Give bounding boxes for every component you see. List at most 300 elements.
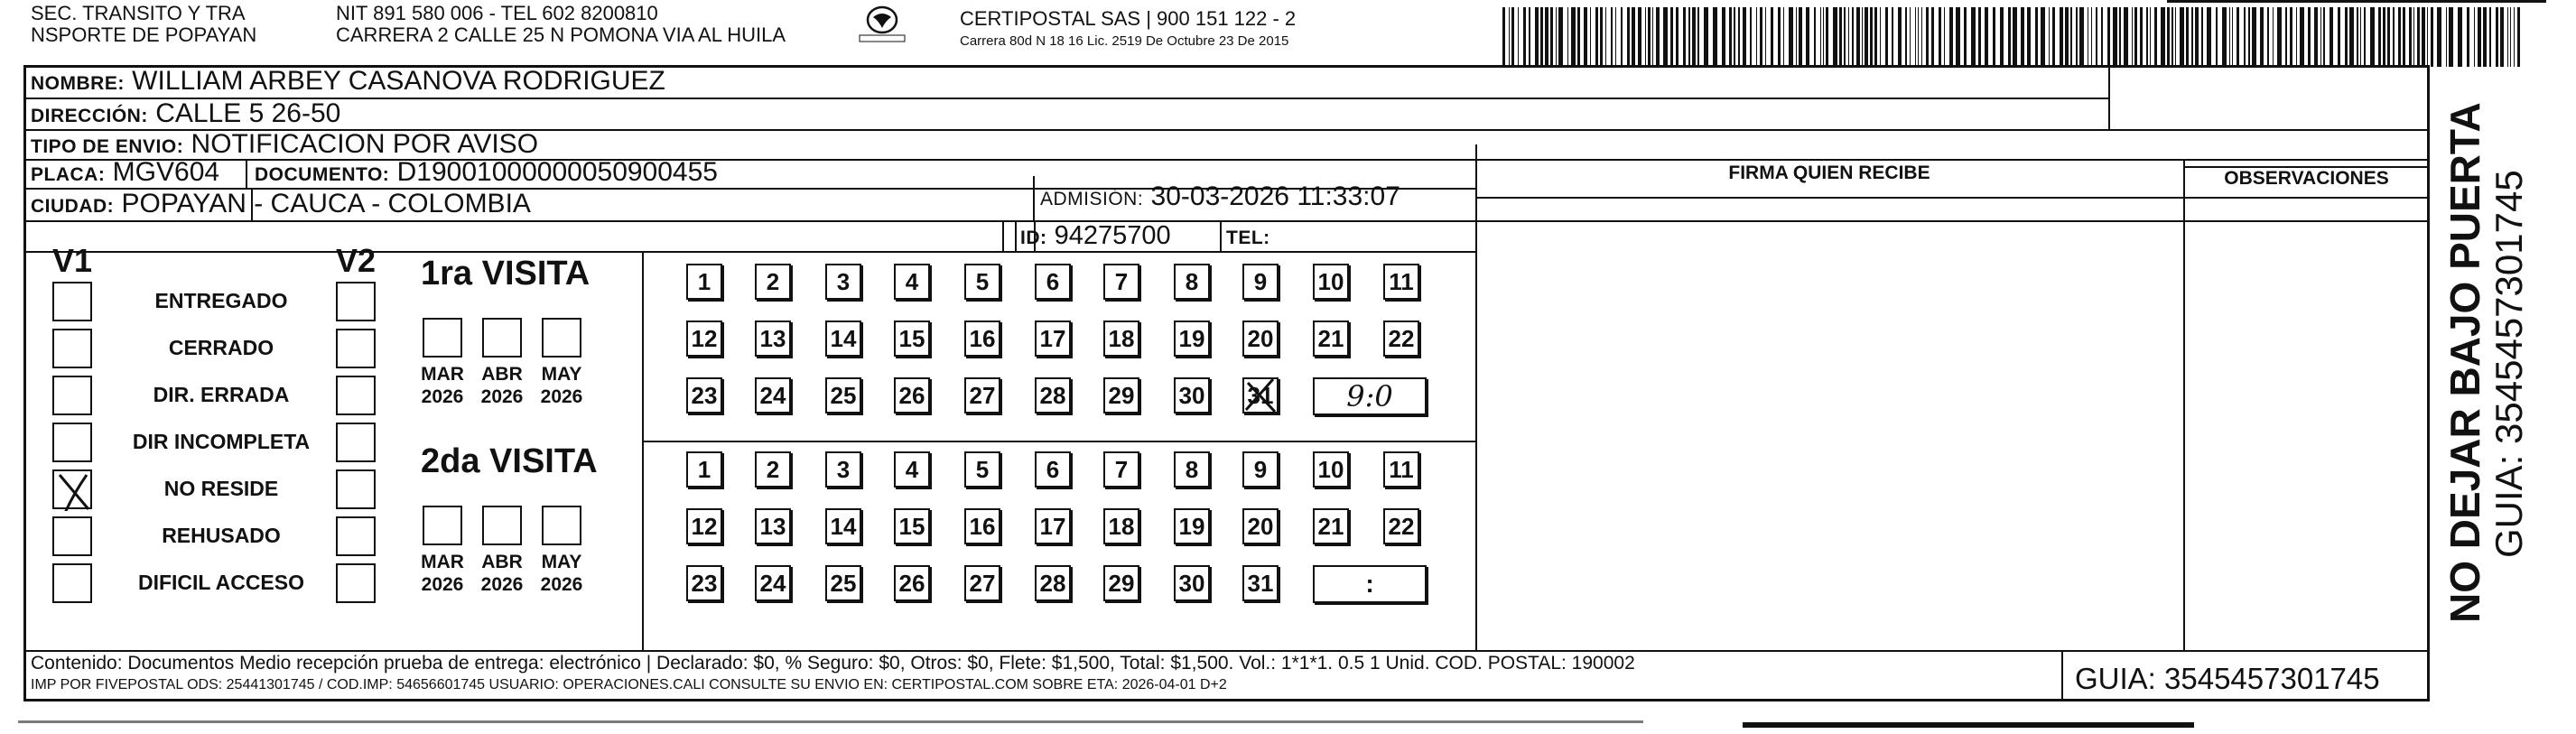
barcode-bar [2244, 7, 2246, 67]
barcode-bar [1852, 7, 1854, 67]
day-box[interactable]: 7 [1103, 451, 1139, 488]
barcode-bar [2517, 7, 2520, 67]
barcode-bar [2248, 7, 2250, 67]
barcode-bar [1898, 7, 1902, 67]
barcode-bar [1676, 7, 1679, 67]
barcode-bar [1874, 7, 1877, 67]
barcode-bar [2478, 7, 2481, 67]
direccion-key: DIRECCIÓN: [31, 106, 148, 126]
day-box[interactable]: 13 [755, 321, 791, 357]
barcode-bar [2260, 7, 2264, 67]
barcode-bar [2140, 7, 2143, 67]
barcode-bar [2500, 7, 2504, 67]
barcode-bar [2290, 7, 2292, 67]
barcode-bar [1713, 7, 1717, 67]
barcode-bar [1921, 7, 1922, 67]
barcode-bar [1663, 7, 1668, 67]
barcode-bar [2496, 7, 2498, 67]
day-box[interactable]: 22 [1383, 508, 1419, 544]
barcode-bar [2060, 7, 2063, 67]
barcode-bar [2096, 7, 2097, 67]
v2-header: V2 [336, 242, 377, 279]
placa-value: MGV604 [112, 157, 220, 187]
day-box[interactable]: 25 [825, 565, 861, 601]
day-box[interactable]: 27 [964, 565, 1000, 601]
barcode-bar [1729, 7, 1732, 67]
barcode-bar [1722, 7, 1725, 67]
barcode-bar [2154, 7, 2157, 67]
barcode-bar [1978, 7, 1981, 67]
day-box[interactable]: 19 [1174, 508, 1210, 544]
barcode-bar [1939, 7, 1941, 67]
visit-title: 1ra VISITA [421, 255, 591, 293]
barcode-bar [1611, 7, 1613, 67]
barcode-bar [1856, 7, 1860, 67]
month-checkbox[interactable] [542, 506, 581, 545]
day-box[interactable]: 11 [1383, 451, 1419, 488]
barcode-bar [2320, 7, 2321, 67]
day-box[interactable]: 9 [1242, 264, 1279, 300]
day-box[interactable]: 28 [1035, 565, 1071, 601]
barcode-bar [1584, 7, 1587, 67]
barcode-bar [1915, 7, 1916, 67]
day-box[interactable]: 16 [964, 508, 1000, 544]
status-label: CERRADO [168, 336, 274, 359]
barcode-bar [1615, 7, 1616, 67]
barcode-bar [2076, 7, 2078, 67]
v1-checkbox[interactable] [52, 563, 92, 603]
sender-nit: NIT 891 580 006 - TEL 602 8200810 [336, 2, 658, 24]
day-box[interactable]: 14 [825, 321, 861, 357]
barcode-bar [1535, 7, 1539, 67]
day-box[interactable]: 29 [1103, 565, 1139, 601]
barcode-bar [2507, 7, 2508, 67]
day-box[interactable]: 28 [1035, 377, 1071, 413]
observaciones-header: OBSERVACIONES [2224, 168, 2389, 189]
day-box[interactable]: 3 [825, 451, 861, 488]
day-box[interactable]: 10 [1313, 264, 1349, 300]
barcode-bar [2000, 7, 2004, 67]
barcode-bar [2167, 7, 2170, 67]
month-year: 2026 [540, 574, 583, 595]
day-box[interactable]: 26 [894, 565, 930, 601]
barcode-bar [2049, 7, 2050, 67]
barcode-bar [2065, 7, 2069, 67]
barcode-bar [2119, 7, 2121, 67]
barcode-bar [1789, 7, 1793, 67]
contenido-line: Contenido: Documentos Medio recepción prueba de entrega: electrónico | Declarado: $0, % Seguro: $0, Otros: $0, Flete: $1,500, Total: $1,500. Vol.: 1*1*1. 0.5 1 Unid. COD. POSTAL: 190002 [31, 653, 1635, 674]
barcode-bar [1511, 7, 1514, 67]
documento-field [255, 156, 718, 191]
certipostal-logo [856, 2, 908, 45]
barcode-bar [2146, 7, 2148, 67]
barcode-bar [1692, 7, 1696, 67]
barcode-bar [1529, 7, 1530, 67]
documento-value: D19001000000050900455 [396, 157, 718, 187]
barcode-bar [2180, 7, 2184, 67]
day-box[interactable]: 22 [1383, 321, 1419, 357]
nombre-field [31, 65, 665, 100]
status-label: NO RESIDE [163, 477, 279, 500]
day-box[interactable]: 9 [1242, 451, 1279, 488]
barcode-bar [2422, 7, 2425, 67]
month-name: MAY [541, 552, 582, 572]
direccion-value: CALLE 5 26-50 [155, 98, 341, 128]
barcode-bar [2216, 7, 2218, 67]
barcode-bar [2252, 7, 2256, 67]
barcode-bar [2489, 7, 2491, 67]
day-box[interactable]: 24 [755, 377, 791, 413]
barcode-bar [1848, 7, 1849, 67]
barcode-bar [1556, 7, 1557, 67]
barcode-bar [1648, 7, 1651, 67]
barcode-bar [2052, 7, 2055, 67]
day-box[interactable]: 15 [894, 321, 930, 357]
day-box[interactable]: 1 [686, 264, 722, 300]
month-label [415, 363, 470, 408]
month-label [475, 363, 529, 408]
barcode-bar [1502, 7, 1505, 67]
status-label: DIR INCOMPLETA [132, 430, 311, 453]
barcode-bar [2514, 7, 2515, 67]
barcode-bar [1550, 7, 1553, 67]
day-box[interactable]: 30 [1174, 565, 1210, 601]
day-box[interactable]: 21 [1313, 321, 1349, 357]
day-box[interactable]: 23 [686, 377, 722, 413]
barcode-bar [2277, 7, 2282, 67]
barcode-bar [1688, 7, 1690, 67]
barcode-bar [1885, 7, 1888, 67]
barcode-bar [1765, 7, 1766, 67]
day-box[interactable]: 2 [755, 451, 791, 488]
guia-side: GUIA: 3545457301745 [2488, 170, 2530, 558]
barcode-bar [1778, 7, 1781, 67]
bottom-edge-left [18, 720, 1643, 723]
barcode-bar [1645, 7, 1646, 67]
month-year: 2026 [540, 386, 583, 407]
id-value: 94275700 [1054, 221, 1171, 250]
barcode-bar [2296, 7, 2297, 67]
status-label: ENTREGADO [154, 289, 288, 312]
barcode-bar [2474, 7, 2475, 67]
barcode-bar [1571, 7, 1576, 67]
barcode-bar [1844, 7, 1846, 67]
barcode-bar [2308, 7, 2311, 67]
day-box[interactable]: 13 [755, 508, 791, 544]
v2-checkbox[interactable] [336, 282, 376, 321]
status-label: DIFICIL ACCESO [137, 571, 304, 594]
barcode-bar [1823, 7, 1824, 67]
day-box[interactable]: 15 [894, 508, 930, 544]
barcode-bar [1509, 7, 1510, 67]
v2-checkbox[interactable] [336, 516, 376, 556]
barcode-bar [2458, 7, 2462, 67]
barcode-bar [1799, 7, 1802, 67]
barcode-bar [2186, 7, 2189, 67]
barcode-bar [2393, 7, 2395, 67]
barcode-bar [1756, 7, 1757, 67]
status-label: DIR. ERRADA [153, 383, 290, 406]
placa-key: PLACA: [31, 164, 106, 185]
barcode-bar [1743, 7, 1746, 67]
v2-checkbox[interactable] [336, 423, 376, 462]
v1-checkbox[interactable] [52, 469, 92, 509]
barcode-bar [2387, 7, 2390, 67]
barcode-bar [1750, 7, 1752, 67]
ciudad-value: POPAYAN - CAUCA - COLOMBIA [121, 189, 531, 218]
barcode-bar [1880, 7, 1881, 67]
barcode-bar [1545, 7, 1548, 67]
day-box[interactable]: 17 [1035, 321, 1071, 357]
v1-checkbox[interactable] [52, 516, 92, 556]
day-box[interactable]: 4 [894, 264, 930, 300]
v1-checkbox[interactable] [52, 329, 92, 368]
barcode-bar [1949, 7, 1953, 67]
barcode-bar [2101, 7, 2103, 67]
day-box[interactable]: 29 [1103, 377, 1139, 413]
barcode-bar [2021, 7, 2024, 67]
top-edge-mark [2167, 0, 2546, 3]
firma-quien-recibe-header: FIRMA QUIEN RECIBE [1728, 163, 1930, 183]
day-box[interactable]: 10 [1313, 451, 1349, 488]
bottom-edge-right [1743, 722, 2194, 728]
day-box[interactable]: 12 [686, 321, 722, 357]
barcode-bar [1760, 7, 1762, 67]
month-year: 2026 [480, 386, 524, 407]
v1-checkbox[interactable] [52, 282, 92, 321]
day-box[interactable]: 11 [1383, 264, 1419, 300]
barcode-bar [1820, 7, 1821, 67]
barcode-bar [1734, 7, 1735, 67]
day-box[interactable]: 31 [1242, 565, 1279, 601]
barcode-bar [1670, 7, 1673, 67]
barcode-bar [2070, 7, 2072, 67]
day-box[interactable]: 19 [1174, 321, 1210, 357]
barcode-bar [1683, 7, 1686, 67]
placa-field [31, 156, 219, 191]
barcode-bar [1783, 7, 1784, 67]
barcode-bar [1697, 7, 1699, 67]
day-box[interactable]: 6 [1035, 264, 1071, 300]
day-box[interactable]: 8 [1174, 451, 1210, 488]
day-box[interactable]: 24 [755, 565, 791, 601]
barcode-bar [2483, 7, 2487, 67]
month-name: MAY [541, 364, 582, 385]
barcode-bar [2222, 7, 2227, 67]
barcode-bar [1910, 7, 1911, 67]
barcode-bar [1985, 7, 1988, 67]
tipo-envio-key: TIPO DE ENVIO: [31, 136, 184, 157]
month-checkbox[interactable] [482, 318, 522, 358]
day-box[interactable]: 3 [825, 264, 861, 300]
month-checkbox[interactable] [423, 506, 462, 545]
month-year: 2026 [421, 574, 464, 595]
barcode-bar [2437, 7, 2441, 67]
visit-time-box[interactable]: : [1313, 565, 1427, 603]
barcode-bar [2091, 7, 2092, 67]
barcode-bar [1567, 7, 1568, 67]
documento-key: DOCUMENTO: [255, 164, 390, 185]
visit-title: 2da VISITA [421, 442, 598, 480]
barcode-bar [1627, 7, 1630, 67]
barcode-bar [1704, 7, 1708, 67]
barcode-bar [2338, 7, 2340, 67]
ciudad-key: CIUDAD: [31, 196, 115, 217]
barcode-bar [1595, 7, 1598, 67]
barcode-bar [2008, 7, 2011, 67]
barcode-bar [2467, 7, 2469, 67]
barcode-bar [1918, 7, 1919, 67]
month-name: ABR [481, 552, 523, 572]
day-box[interactable]: 30 [1174, 377, 1210, 413]
tel-key: TEL: [1226, 228, 1270, 248]
day-box[interactable]: 20 [1242, 508, 1279, 544]
barcode-bar [2013, 7, 2017, 67]
status-label: REHUSADO [162, 524, 281, 547]
barcode-bar [1796, 7, 1797, 67]
month-label [475, 551, 529, 596]
sender-address: CARRERA 2 CALLE 25 N POMONA VIA AL HUILA [336, 23, 786, 46]
v2-checkbox[interactable] [336, 469, 376, 509]
day-box[interactable]: 14 [825, 508, 861, 544]
month-checkbox[interactable] [423, 318, 462, 358]
barcode-bar [1771, 7, 1773, 67]
day-box[interactable]: 4 [894, 451, 930, 488]
v1-checkbox[interactable] [52, 423, 92, 462]
month-checkbox[interactable] [542, 318, 581, 358]
day-box[interactable]: 31 [1242, 377, 1279, 413]
day-box[interactable]: 1 [686, 451, 722, 488]
v2-checkbox[interactable] [336, 376, 376, 415]
barcode-bar [2510, 7, 2511, 67]
barcode-bar [2300, 7, 2304, 67]
day-box[interactable]: 27 [964, 377, 1000, 413]
barcode-bar [1993, 7, 1995, 67]
barcode-bar [2237, 7, 2239, 67]
month-label [535, 363, 589, 408]
barcode-bar [2378, 7, 2381, 67]
barcode-bar [2427, 7, 2428, 67]
courier-license: Carrera 80d N 18 16 Lic. 2519 De Octubre 23 De 2015 [960, 33, 1289, 49]
v2-checkbox[interactable] [336, 329, 376, 368]
v2-checkbox[interactable] [336, 563, 376, 603]
barcode-bar [1833, 7, 1837, 67]
day-box[interactable]: 23 [686, 565, 722, 601]
admision-field [1040, 181, 1400, 216]
tel-field [1226, 219, 1270, 255]
nombre-key: NOMBRE: [31, 73, 125, 94]
barcode-bar [2232, 7, 2233, 67]
visit-time-box[interactable]: 9:0 [1313, 377, 1427, 415]
barcode-bar [2175, 7, 2176, 67]
barcode-bar [1905, 7, 1907, 67]
day-box[interactable]: 6 [1035, 451, 1071, 488]
barcode-bar [1590, 7, 1591, 67]
barcode-bar [2171, 7, 2173, 67]
day-box[interactable]: 21 [1313, 508, 1349, 544]
v1-checkbox[interactable] [52, 376, 92, 415]
day-box[interactable]: 8 [1174, 264, 1210, 300]
observaciones-area[interactable] [2185, 199, 2428, 648]
barcode-bar [1558, 7, 1563, 67]
barcode-bar [2035, 7, 2038, 67]
barcode-bar [1806, 7, 1809, 67]
barcode-bar [2364, 7, 2366, 67]
barcode-bar [2383, 7, 2385, 67]
month-label [415, 551, 470, 596]
barcode-bar [1944, 7, 1945, 67]
barcode-bar [2345, 7, 2348, 67]
day-box[interactable]: 20 [1242, 321, 1279, 357]
barcode [1502, 7, 2524, 67]
month-year: 2026 [480, 574, 524, 595]
day-box[interactable]: 7 [1103, 264, 1139, 300]
barcode-bar [1600, 7, 1603, 67]
barcode-bar [2161, 7, 2165, 67]
barcode-bar [1632, 7, 1635, 67]
barcode-bar [1892, 7, 1893, 67]
barcode-bar [1926, 7, 1929, 67]
barcode-bar [2370, 7, 2375, 67]
barcode-bar [2449, 7, 2453, 67]
day-box[interactable]: 5 [964, 451, 1000, 488]
sender-org-line-1: SEC. TRANSITO Y TRA [31, 2, 246, 24]
admision-key: ADMISIÓN: [1040, 189, 1144, 209]
day-box[interactable]: 18 [1103, 321, 1139, 357]
guia-footer: GUIA: 3545457301745 [2075, 662, 2380, 695]
barcode-bar [2027, 7, 2031, 67]
day-box[interactable]: 16 [964, 321, 1000, 357]
barcode-bar [1577, 7, 1580, 67]
day-box[interactable]: 26 [894, 377, 930, 413]
barcode-bar [2107, 7, 2110, 67]
sender-org-line-2: NSPORTE DE POPAYAN [31, 23, 257, 46]
barcode-bar [2132, 7, 2133, 67]
day-box[interactable]: 2 [755, 264, 791, 300]
barcode-bar [2113, 7, 2117, 67]
barcode-bar [2357, 7, 2358, 67]
ciudad-field [31, 188, 531, 223]
barcode-bar [1638, 7, 1641, 67]
barcode-bar [1621, 7, 1623, 67]
barcode-bar [2446, 7, 2447, 67]
barcode-bar [2079, 7, 2084, 67]
barcode-bar [1652, 7, 1653, 67]
day-cross-icon [1242, 377, 1279, 418]
barcode-bar [1931, 7, 1934, 67]
barcode-bar [1656, 7, 1660, 67]
id-field [1020, 219, 1171, 255]
month-name: MAR [421, 364, 464, 385]
day-box[interactable]: 25 [825, 377, 861, 413]
nombre-value: WILLIAM ARBEY CASANOVA RODRIGUEZ [132, 66, 665, 96]
barcode-bar [1738, 7, 1740, 67]
signature-area[interactable] [1477, 199, 2181, 648]
checkmark-icon [54, 471, 94, 511]
barcode-bar [2403, 7, 2405, 67]
tipo-envio-value: NOTIFICACION POR AVISO [191, 129, 539, 159]
barcode-bar [2413, 7, 2414, 67]
day-box[interactable]: 17 [1035, 508, 1071, 544]
month-checkbox[interactable] [482, 506, 522, 545]
day-box[interactable]: 5 [964, 264, 1000, 300]
day-box[interactable]: 18 [1103, 508, 1139, 544]
barcode-bar [1605, 7, 1606, 67]
barcode-bar [1540, 7, 1543, 67]
barcode-bar [1523, 7, 1526, 67]
month-label [535, 551, 589, 596]
day-box[interactable]: 12 [686, 508, 722, 544]
